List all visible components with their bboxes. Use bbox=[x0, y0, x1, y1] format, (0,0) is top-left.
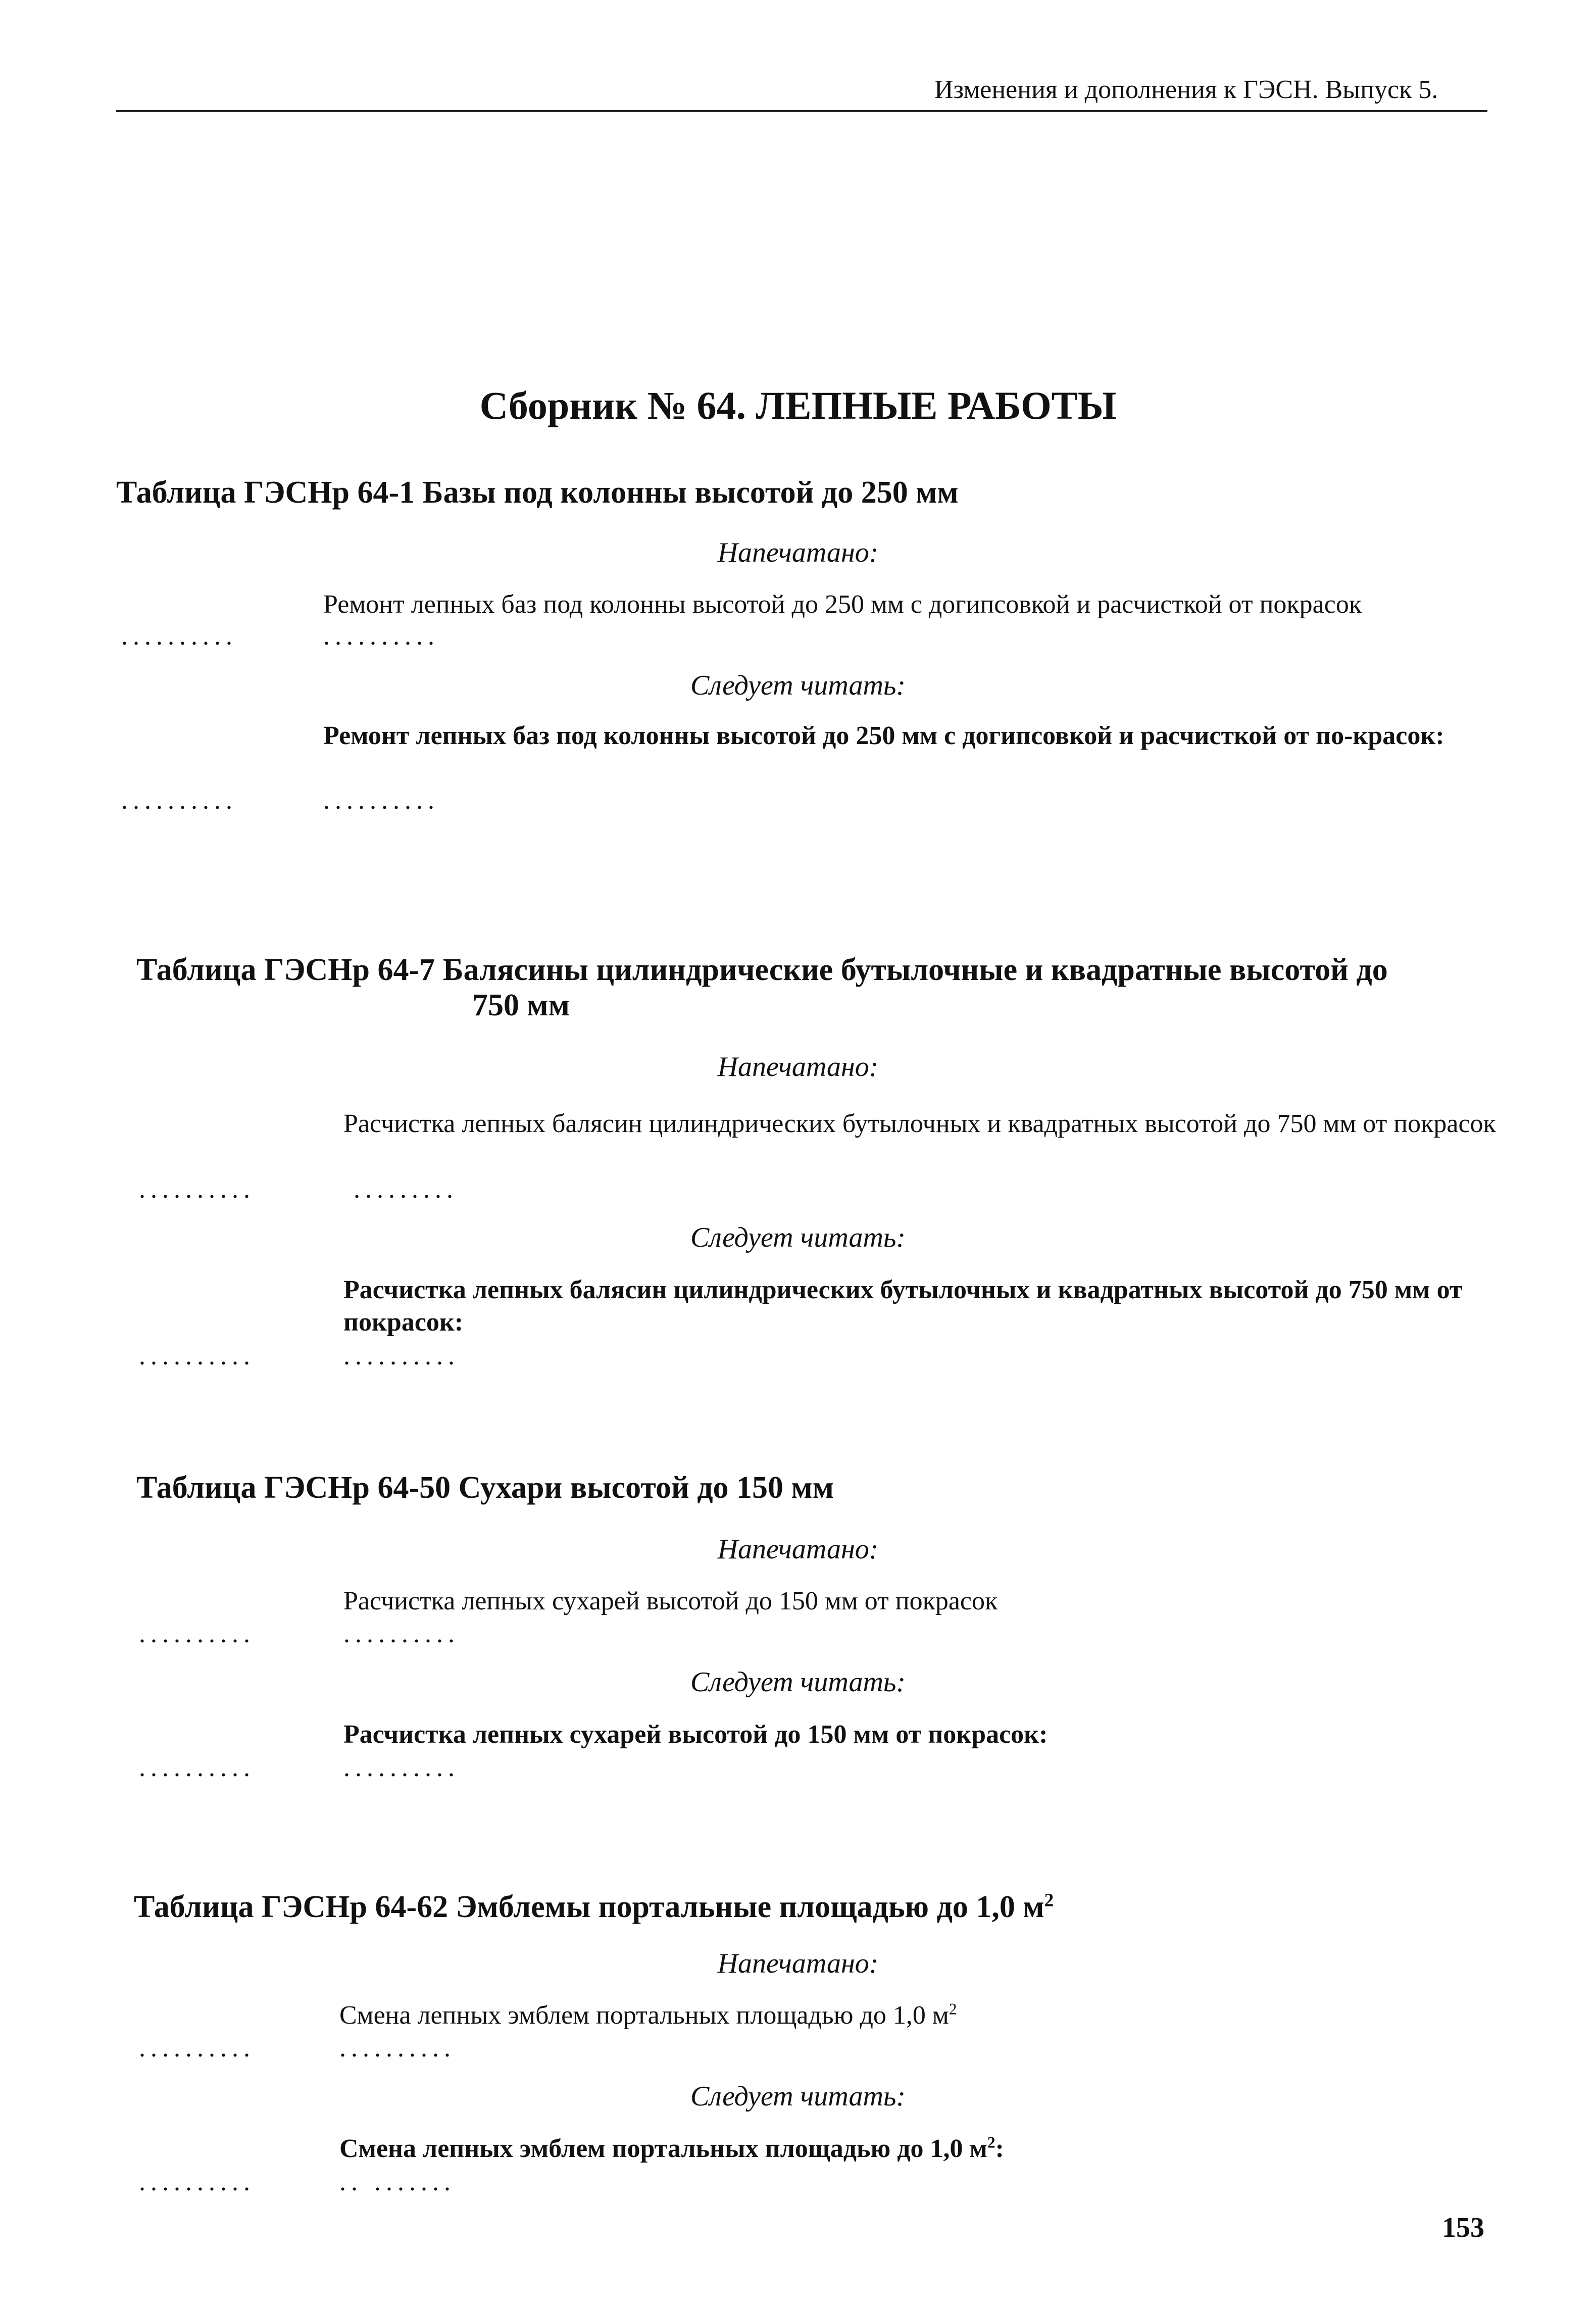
section-2-corrected-text: Расчистка лепных балясин цилиндрических бутылочных и квадратных высотой до 750 мм от покрасок: bbox=[343, 1276, 1463, 1337]
document-title: Сборник № 64. ЛЕПНЫЕ РАБОТЫ bbox=[479, 383, 1117, 427]
section-4-printed-text-main: Смена лепных эмблем портальных площадью до 1,0 м bbox=[339, 2001, 949, 2030]
section-4-printed-dots-left: .......... bbox=[139, 2034, 255, 2063]
section-4-corrected-colon: : bbox=[995, 2134, 1004, 2163]
section-4-title-superscript: 2 bbox=[1044, 1890, 1054, 1911]
section-1-corrected-dots-right: .......... bbox=[323, 786, 439, 815]
header-divider bbox=[116, 110, 1487, 112]
section-4-should-read-label: Следует читать: bbox=[690, 2081, 906, 2112]
section-3-title: Таблица ГЭСНр 64-50 Сухари высотой до 150 мм bbox=[136, 1470, 834, 1505]
section-4-corrected-text-main: Смена лепных эмблем портальных площадью до 1,0 м bbox=[339, 2134, 987, 2163]
section-1-printed-text: Ремонт лепных баз под колонны высотой до 250 мм с догипсовкой и расчисткой от покрасок bbox=[323, 590, 1362, 619]
section-4-title-text: Таблица ГЭСНр 64-62 Эмблемы портальные площадью до 1,0 м bbox=[134, 1890, 1044, 1924]
section-1-corrected-text: Ремонт лепных баз под колонны высотой до 250 мм с догипсовкой и расчисткой от по-красок: bbox=[323, 721, 1444, 750]
running-header: Изменения и дополнения к ГЭСН. Выпуск 5. bbox=[934, 75, 1438, 104]
page-number: 153 bbox=[1442, 2212, 1484, 2243]
section-4-corrected-dots-right: .. ....... bbox=[339, 2168, 456, 2196]
section-4-title bbox=[134, 1889, 1054, 1925]
section-2-title-line-2: 750 мм bbox=[472, 988, 570, 1022]
section-1-printed-dots-left: .......... bbox=[121, 622, 237, 651]
section-1-corrected-dots-left: .......... bbox=[121, 786, 237, 815]
section-1-printed-dots-right: .......... bbox=[323, 622, 439, 651]
section-1-title: Таблица ГЭСНр 64-1 Базы под колонны высотой до 250 мм bbox=[116, 475, 959, 510]
section-3-corrected-dots-left: .......... bbox=[139, 1753, 255, 1782]
section-3-corrected-text: Расчистка лепных сухарей высотой до 150 мм от покрасок: bbox=[343, 1720, 1048, 1749]
section-4-corrected-dots-left: .......... bbox=[139, 2168, 255, 2196]
section-3-should-read-label: Следует читать: bbox=[690, 1666, 906, 1698]
section-1-should-read-label: Следует читать: bbox=[690, 670, 906, 701]
section-4-corrected-text bbox=[339, 2133, 1501, 2165]
section-1-printed-label: Напечатано: bbox=[717, 537, 879, 568]
section-4-printed-superscript: 2 bbox=[949, 2000, 957, 2018]
section-2-title-line-1: Таблица ГЭСНр 64-7 Балясины цилиндрические бутылочные и квадратные высотой до bbox=[136, 953, 1388, 987]
section-4-printed-dots-right: .......... bbox=[339, 2034, 456, 2063]
section-3-printed-text: Расчистка лепных сухарей высотой до 150 мм от покрасок bbox=[343, 1587, 998, 1615]
section-3-printed-dots-left: .......... bbox=[139, 1620, 255, 1648]
section-3-printed-label: Напечатано: bbox=[717, 1534, 879, 1565]
section-2-printed-label: Напечатано: bbox=[717, 1051, 879, 1083]
section-2-printed-text: Расчистка лепных балясин цилиндрических бутылочных и квадратных высотой до 750 мм от покрасок bbox=[343, 1109, 1496, 1138]
section-2-printed-dots-left: .......... bbox=[139, 1175, 255, 1204]
section-2-printed-dots-right: ......... bbox=[354, 1175, 458, 1204]
section-3-printed-dots-right: .......... bbox=[343, 1620, 460, 1648]
section-4-printed-text bbox=[339, 1999, 1501, 2032]
section-3-corrected-dots-right: .......... bbox=[343, 1753, 460, 1782]
section-4-printed-label: Напечатано: bbox=[717, 1948, 879, 1979]
section-4-corrected-superscript: 2 bbox=[987, 2133, 995, 2151]
section-2-should-read-label: Следует читать: bbox=[690, 1222, 906, 1253]
section-2-corrected-dots-right: .......... bbox=[343, 1342, 460, 1370]
section-2-corrected-dots-left: .......... bbox=[139, 1342, 255, 1370]
